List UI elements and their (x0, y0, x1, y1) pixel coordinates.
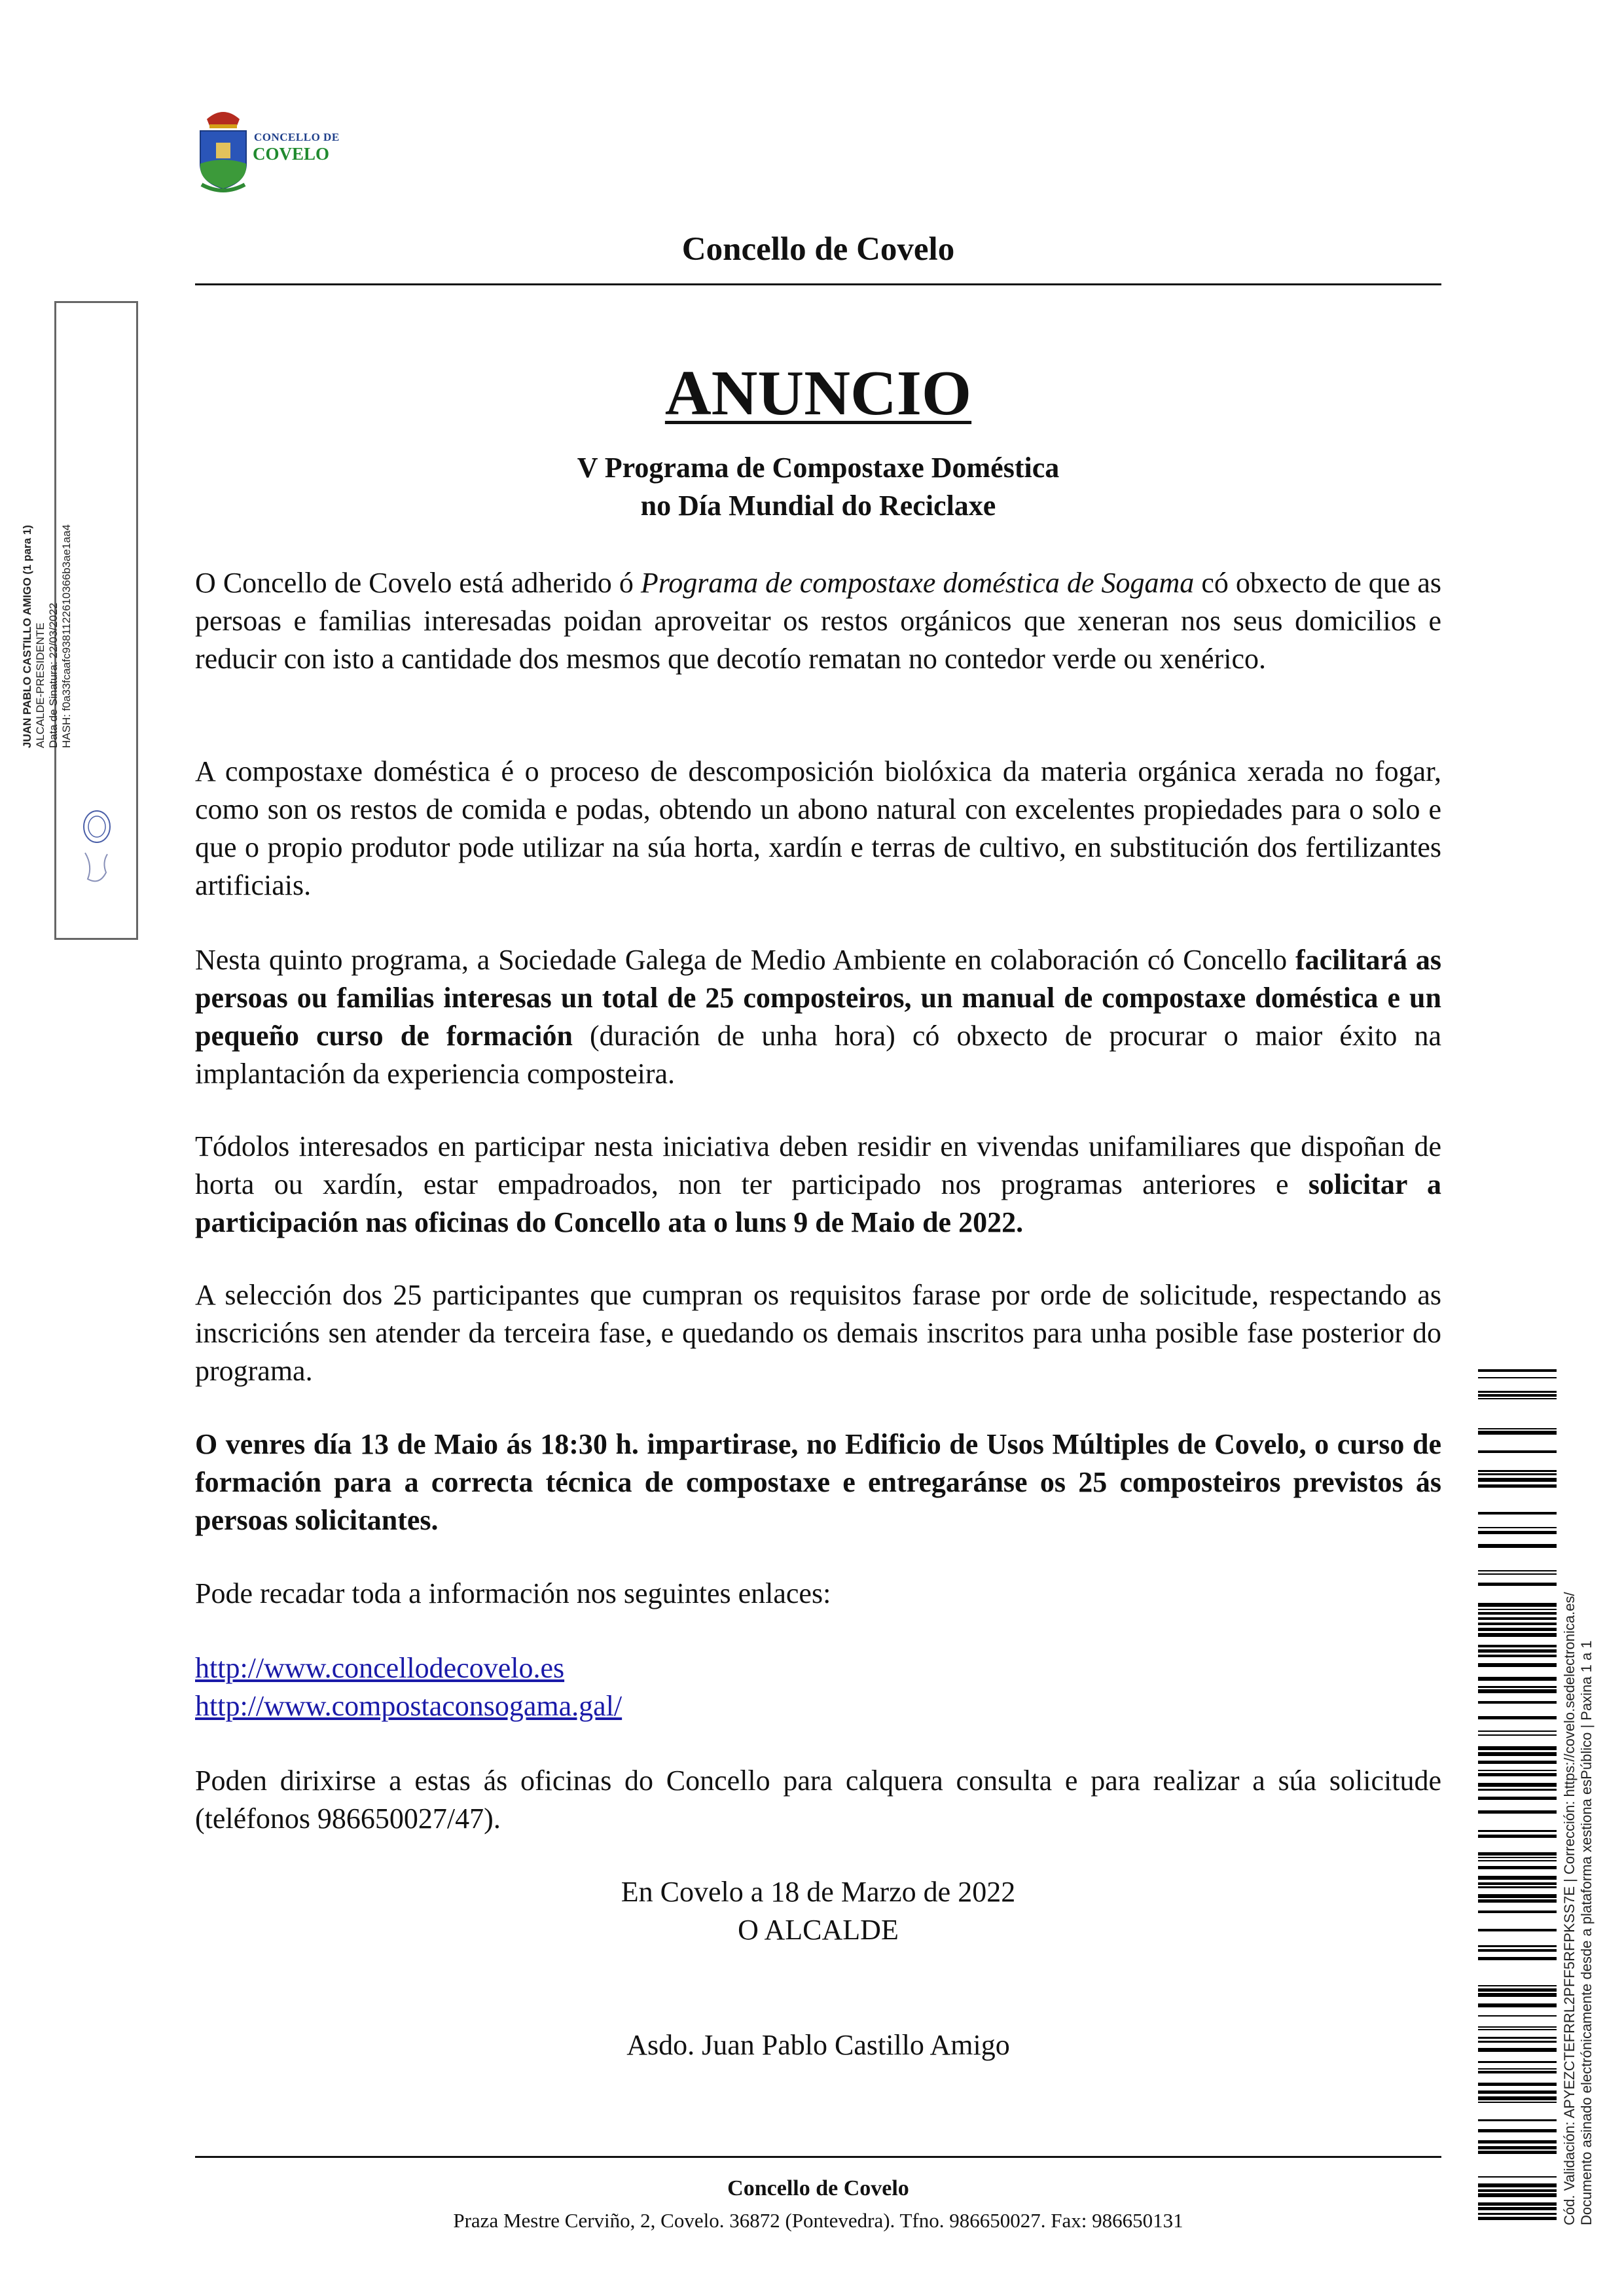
barcode-bar (1478, 1734, 1557, 1736)
barcode-bar (1478, 1655, 1557, 1657)
barcode-bar (1478, 1689, 1557, 1693)
barcode-bar (1478, 1570, 1557, 1571)
barcode-bar (1478, 1857, 1557, 1858)
barcode-bar (1478, 2129, 1557, 2132)
barcode-bar (1478, 1761, 1557, 1764)
barcode-bar (1478, 1910, 1557, 1913)
barcode-bar (1478, 1810, 1557, 1814)
barcode-bar (1478, 1484, 1557, 1488)
barcode-bar (1478, 1645, 1557, 1647)
closing-place-date: En Covelo a 18 de Marzo de 2022 (621, 1876, 1016, 1908)
signature-box (21, 301, 138, 940)
barcode-bar (1478, 1478, 1557, 1482)
barcode-bar (1478, 2041, 1557, 2043)
barcode-bar (1478, 1876, 1557, 1880)
barcode-bar (1478, 1866, 1557, 1869)
closing-signed: Asdo. Juan Pablo Castillo Amigo (626, 2029, 1010, 2061)
barcode-bar (1478, 2083, 1557, 2086)
paragraph-5: A selección dos 25 participantes que cumpran os requisitos farase por orde de solicitude, respectando as inscricións sen atender da terceira fase, e quedando os demais inscritos para unha posible fase posterior do programa. (195, 1279, 1441, 1387)
barcode-bar (1478, 1623, 1557, 1625)
barcode-bar (1478, 1573, 1557, 1575)
p1-text-b: có obxecto de que as persoas e familias interesadas poidan aproveitar os restos orgánicos que xeneran nos seus domicilios e reducir con isto a cantidade dos mesmos que decotío rematan no contedor verde ou xenérico. (195, 567, 1441, 675)
signature-line: HASH: f0a33fcaafc93811226103​66b3ae1aa4 (60, 524, 73, 748)
coat-of-arms-icon (194, 105, 253, 196)
barcode-bar (1478, 1988, 1557, 1992)
barcode-bar (1478, 2015, 1557, 2017)
barcode-bar (1478, 2189, 1557, 2192)
barcode-bar (1478, 1628, 1557, 1631)
barcode-bar (1478, 2140, 1557, 2144)
barcode-bar (1478, 2119, 1557, 2121)
barcode-bar (1478, 1450, 1557, 1453)
header-divider (195, 283, 1441, 285)
barcode-bar (1478, 1789, 1557, 1791)
barcode-bar (1478, 2090, 1557, 2094)
barcode-bar (1478, 1391, 1557, 1393)
barcode-bar (1478, 1985, 1557, 1986)
barcode-bar (1478, 1544, 1557, 1548)
barcode-bar (1478, 1746, 1557, 1750)
link-concello[interactable]: http://www.concellodecovelo.es (195, 1652, 565, 1684)
barcode-bar (1478, 1633, 1557, 1637)
barcode-bar (1478, 1894, 1557, 1898)
barcode-bar (1478, 2146, 1557, 2149)
signature-line: ALCALDE-PRESIDENTE (34, 622, 46, 748)
footer-divider (195, 2156, 1441, 2158)
paragraph-3 (195, 941, 1441, 1093)
link-sogama[interactable]: http://www.compostaconsogama.gal/ (195, 1690, 623, 1722)
barcode-bar (1478, 1531, 1557, 1534)
barcode-bar (1478, 2213, 1557, 2215)
barcode-bar (1478, 1886, 1557, 1888)
logo-line1: CONCELLO DE (254, 131, 340, 143)
paragraph-4 (195, 1128, 1441, 1242)
closing-role: O ALCALDE (738, 1914, 899, 1946)
logo-line2: COVELO (253, 144, 330, 164)
barcode-bar (1478, 1783, 1557, 1787)
barcode-bar (1478, 1603, 1557, 1607)
barcode-bar (1478, 1583, 1557, 1586)
barcode-bar (1478, 1686, 1557, 1688)
barcode-bar (1478, 2026, 1557, 2028)
paragraph-8: Poden dirixirse a estas ás oficinas do Concello para calquera consulta e para realizar a súa solicitude (teléfonos 986650027/47). (195, 1765, 1441, 1835)
barcode-bar (1478, 2176, 1557, 2178)
footer-address: Praza Mestre Cerviño, 2, Covelo. 36872 (Pontevedra). Tfno. 986650027. Fax: 986650131 (453, 2209, 1183, 2232)
barcode-bar (1478, 1957, 1557, 1960)
paragraph-7: Pode recadar toda a información nos seguintes enlaces: (195, 1577, 831, 1609)
barcode-bar (1478, 2068, 1557, 2070)
barcode-bar (1478, 1473, 1557, 1475)
barcode-bar (1478, 1527, 1557, 1528)
barcode-bar (1478, 1649, 1557, 1653)
footer-title: Concello de Covelo (727, 2176, 909, 2200)
barcode-bar (1478, 1835, 1557, 1838)
barcode-bar (1478, 2193, 1557, 2197)
barcode-bar (1478, 1677, 1557, 1681)
barcode-bar (1478, 2061, 1557, 2063)
barcode-bar (1478, 2151, 1557, 2154)
barcode-bar (1478, 1612, 1557, 1615)
document-title: ANUNCIO (664, 358, 972, 429)
p1-text-a: O Concello de Covelo está adherido ó (195, 567, 641, 599)
barcode-bar (1478, 1617, 1557, 1620)
barcode-bar (1478, 1773, 1557, 1776)
barcode-bar (1478, 1609, 1557, 1610)
p3-text-b: (duración de unha hora) có obxecto de procurar o maior éxito na implantación da experiencia composteira. (195, 1020, 1442, 1090)
subtitle-line1: V Programa de Compostaxe Doméstica (577, 452, 1060, 484)
barcode-bar (1478, 1949, 1557, 1952)
barcode-bar (1478, 1663, 1557, 1667)
barcode-bar (1478, 1993, 1557, 1997)
barcode-bar (1478, 1428, 1557, 1429)
barcode-bar (1478, 1770, 1557, 1771)
barcode-bar (1478, 1716, 1557, 1719)
barcode-bar (1478, 2202, 1557, 2206)
barcode-bar (1478, 1377, 1557, 1378)
header-title: Concello de Covelo (681, 231, 955, 268)
paragraph-1 (195, 564, 1441, 678)
seal-icon (73, 781, 119, 899)
barcode-bar (1478, 1512, 1557, 1515)
document-subtitle (196, 449, 1440, 525)
barcode-bar (1478, 1369, 1557, 1372)
barcode-bar (1478, 2029, 1557, 2030)
barcode-bar (1478, 2037, 1557, 2039)
barcode (1478, 1369, 1557, 2220)
paragraph-2: A compostaxe doméstica é o proceso de descomposición biolóxica da materia orgánica xerada no fogar, como son os restos de comida e podas, obtendo un abono natural con excelentes propiedades para o solo e que o propio produtor pode utilizar na súa horta, xardín e terras de cultivo, en substitución dos fertilizantes artificiais. (195, 755, 1441, 901)
signature-text (21, 329, 73, 748)
paragraph-6: O venres día 13 de Maio ás 18:30 h. impartirase, no Edificio de Usos Múltiples de Covelo, o curso de formación para a correcta técnica de compostaxe e entregaránse os 25 composteiros previstos ás persoas solicitantes. (195, 1428, 1441, 1536)
barcode-bar (1478, 1945, 1557, 1947)
barcode-bar (1478, 2207, 1557, 2210)
barcode-bar (1478, 2217, 1557, 2220)
p3-bold: facilitará as persoas ou familias interesas un total de 25 composteiros, un manual de compostaxe doméstica e un pequeño curso de formación (195, 944, 1441, 1052)
barcode-bar (1478, 2003, 1557, 2007)
barcode-bar (1478, 1830, 1557, 1832)
signature-line: JUAN PABLO CASTILLO AMIGO (1 para 1) (21, 525, 33, 748)
validation-line2: Documento asinado electrónicamente desde a plataforma xestiona esPúblico | Paxina 1 a 1 (1578, 1640, 1595, 2225)
signature-line: Data de Sinatura: 22/03/2022 (47, 602, 60, 748)
barcode-bar (1478, 1860, 1557, 1861)
validation-text (1561, 1407, 1595, 2225)
barcode-bar (1478, 1882, 1557, 1885)
barcode-bar (1478, 1731, 1557, 1732)
barcode-bar (1478, 1431, 1557, 1435)
p4-bold: solicitar a participación nas oficinas do Concello ata o luns 9 de Maio de 2022. (195, 1168, 1441, 1238)
barcode-bar (1478, 2102, 1557, 2103)
barcode-bar (1478, 2096, 1557, 2100)
p4-text-a: Tódolos interesados en participar nesta iniciativa deben residir en vivendas unifamiliares que dispoñan de horta ou xardín, estar empadroados, non ter participado nos programas anteriores e (195, 1130, 1441, 1200)
subtitle-line2: no Día Mundial do Reciclaxe (640, 490, 996, 522)
barcode-bar (1478, 1701, 1557, 1704)
barcode-bar (1478, 1752, 1557, 1756)
barcode-bar (1478, 1929, 1557, 1931)
barcode-bar (1478, 1899, 1557, 1903)
barcode-bar (1478, 2048, 1557, 2052)
p3-text-a: Nesta quinto programa, a Sociedade Galega de Medio Ambiente en colaboración có Concello (195, 944, 1295, 976)
barcode-bar (1478, 1394, 1557, 1397)
barcode-bar (1478, 1797, 1557, 1800)
barcode-bar (1478, 1852, 1557, 1856)
validation-line1: Cód. Validación: APYEZCTEFRRL2PFF5RFPKSS7E | Corrección: https://covelo.sedelectronica.es/ (1561, 1592, 1578, 2225)
barcode-bar (1478, 1470, 1557, 1472)
p1-emphasis: Programa de compostaxe doméstica de Sogama (640, 567, 1195, 599)
barcode-bar (1478, 1398, 1557, 1399)
barcode-bar (1478, 2071, 1557, 2073)
municipal-logo (194, 105, 351, 196)
barcode-bar (1478, 2183, 1557, 2187)
